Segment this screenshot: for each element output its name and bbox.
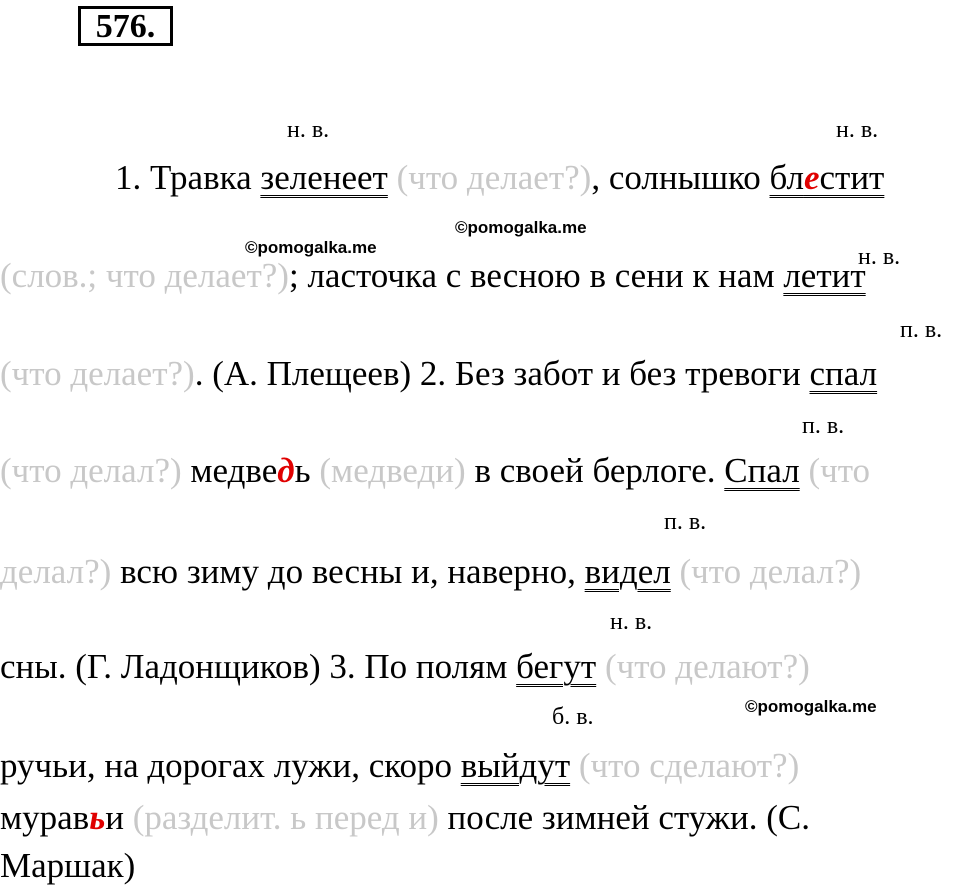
hint-question: (слов.; что делает?)	[0, 256, 289, 295]
text-fragment: всю зиму до весны и, наверно,	[111, 552, 585, 591]
text-line-5	[0, 552, 861, 592]
highlight-letter: е	[803, 158, 820, 197]
text-fragment: в своей берлоге.	[465, 451, 725, 490]
hint-question: (что сделают?)	[570, 746, 800, 785]
verb-blestit: блестит	[769, 158, 885, 197]
text-line-9	[0, 846, 135, 886]
text-fragment: ручьи, на дорогах лужи, скоро	[0, 746, 461, 785]
hint-question: (что делает?)	[0, 354, 195, 393]
hint-check-word: (медведи)	[319, 451, 466, 490]
text-fragment: Маршак)	[0, 846, 136, 885]
label-pv-spal: п. в.	[900, 317, 943, 343]
highlight-letter: ь	[89, 798, 106, 837]
label-nv-zeleneet: н. в.	[287, 117, 330, 143]
label-pv-spal-2: п. в.	[802, 413, 845, 439]
text-line-3	[0, 354, 877, 394]
hint-question: (что делают?)	[596, 647, 810, 686]
verb-letit: летит	[783, 256, 866, 295]
verb-vyidut: выйдут	[460, 746, 571, 785]
text-line-4	[0, 451, 870, 491]
label-nv-begut: н. в.	[610, 609, 653, 635]
highlight-letter: д	[277, 451, 295, 490]
word-medved: медведь	[181, 451, 320, 490]
hint-note: (разделит. ь перед и)	[132, 798, 439, 837]
verb-spal: спал	[809, 354, 878, 393]
label-pv-videl: п. в.	[664, 509, 707, 535]
text-line-1	[115, 158, 884, 198]
text-line-2	[0, 256, 866, 296]
word-muravi: муравьи	[0, 798, 133, 837]
watermark-2: ©pomogalka.me	[245, 238, 377, 257]
text-fragment: . (А. Плещеев) 2. Без забот и без тревоги	[194, 354, 810, 393]
hint-question: делал?)	[0, 552, 112, 591]
text-line-8	[0, 798, 810, 838]
label-nv-letit: н. в.	[858, 244, 901, 270]
verb-begut: бегут	[516, 647, 597, 686]
hint-question: (что	[799, 451, 871, 490]
hint-question: (что делал?)	[0, 451, 182, 490]
label-bv-vyidut: б. в.	[552, 704, 594, 730]
exercise-number: 576.	[78, 6, 173, 46]
verb-zeleneet: зеленеет	[260, 158, 388, 197]
label-nv-blestit: н. в.	[836, 117, 879, 143]
verb-spal-2: Спал	[724, 451, 800, 490]
text-fragment: , солнышко	[591, 158, 770, 197]
text-fragment: ; ласточка с весною в сени к нам	[288, 256, 784, 295]
hint-question: (что делает?)	[387, 158, 592, 197]
text-fragment: 1. Травка	[115, 158, 261, 197]
text-line-7	[0, 746, 799, 786]
text-fragment: сны. (Г. Ладонщиков) 3. По полям	[0, 647, 517, 686]
watermark-3: ©pomogalka.me	[745, 697, 877, 716]
verb-videl: видел	[584, 552, 671, 591]
text-fragment: после зимней стужи. (С.	[438, 798, 810, 837]
hint-question: (что делал?)	[670, 552, 862, 591]
text-line-6	[0, 647, 810, 687]
watermark-1: ©pomogalka.me	[455, 218, 587, 237]
